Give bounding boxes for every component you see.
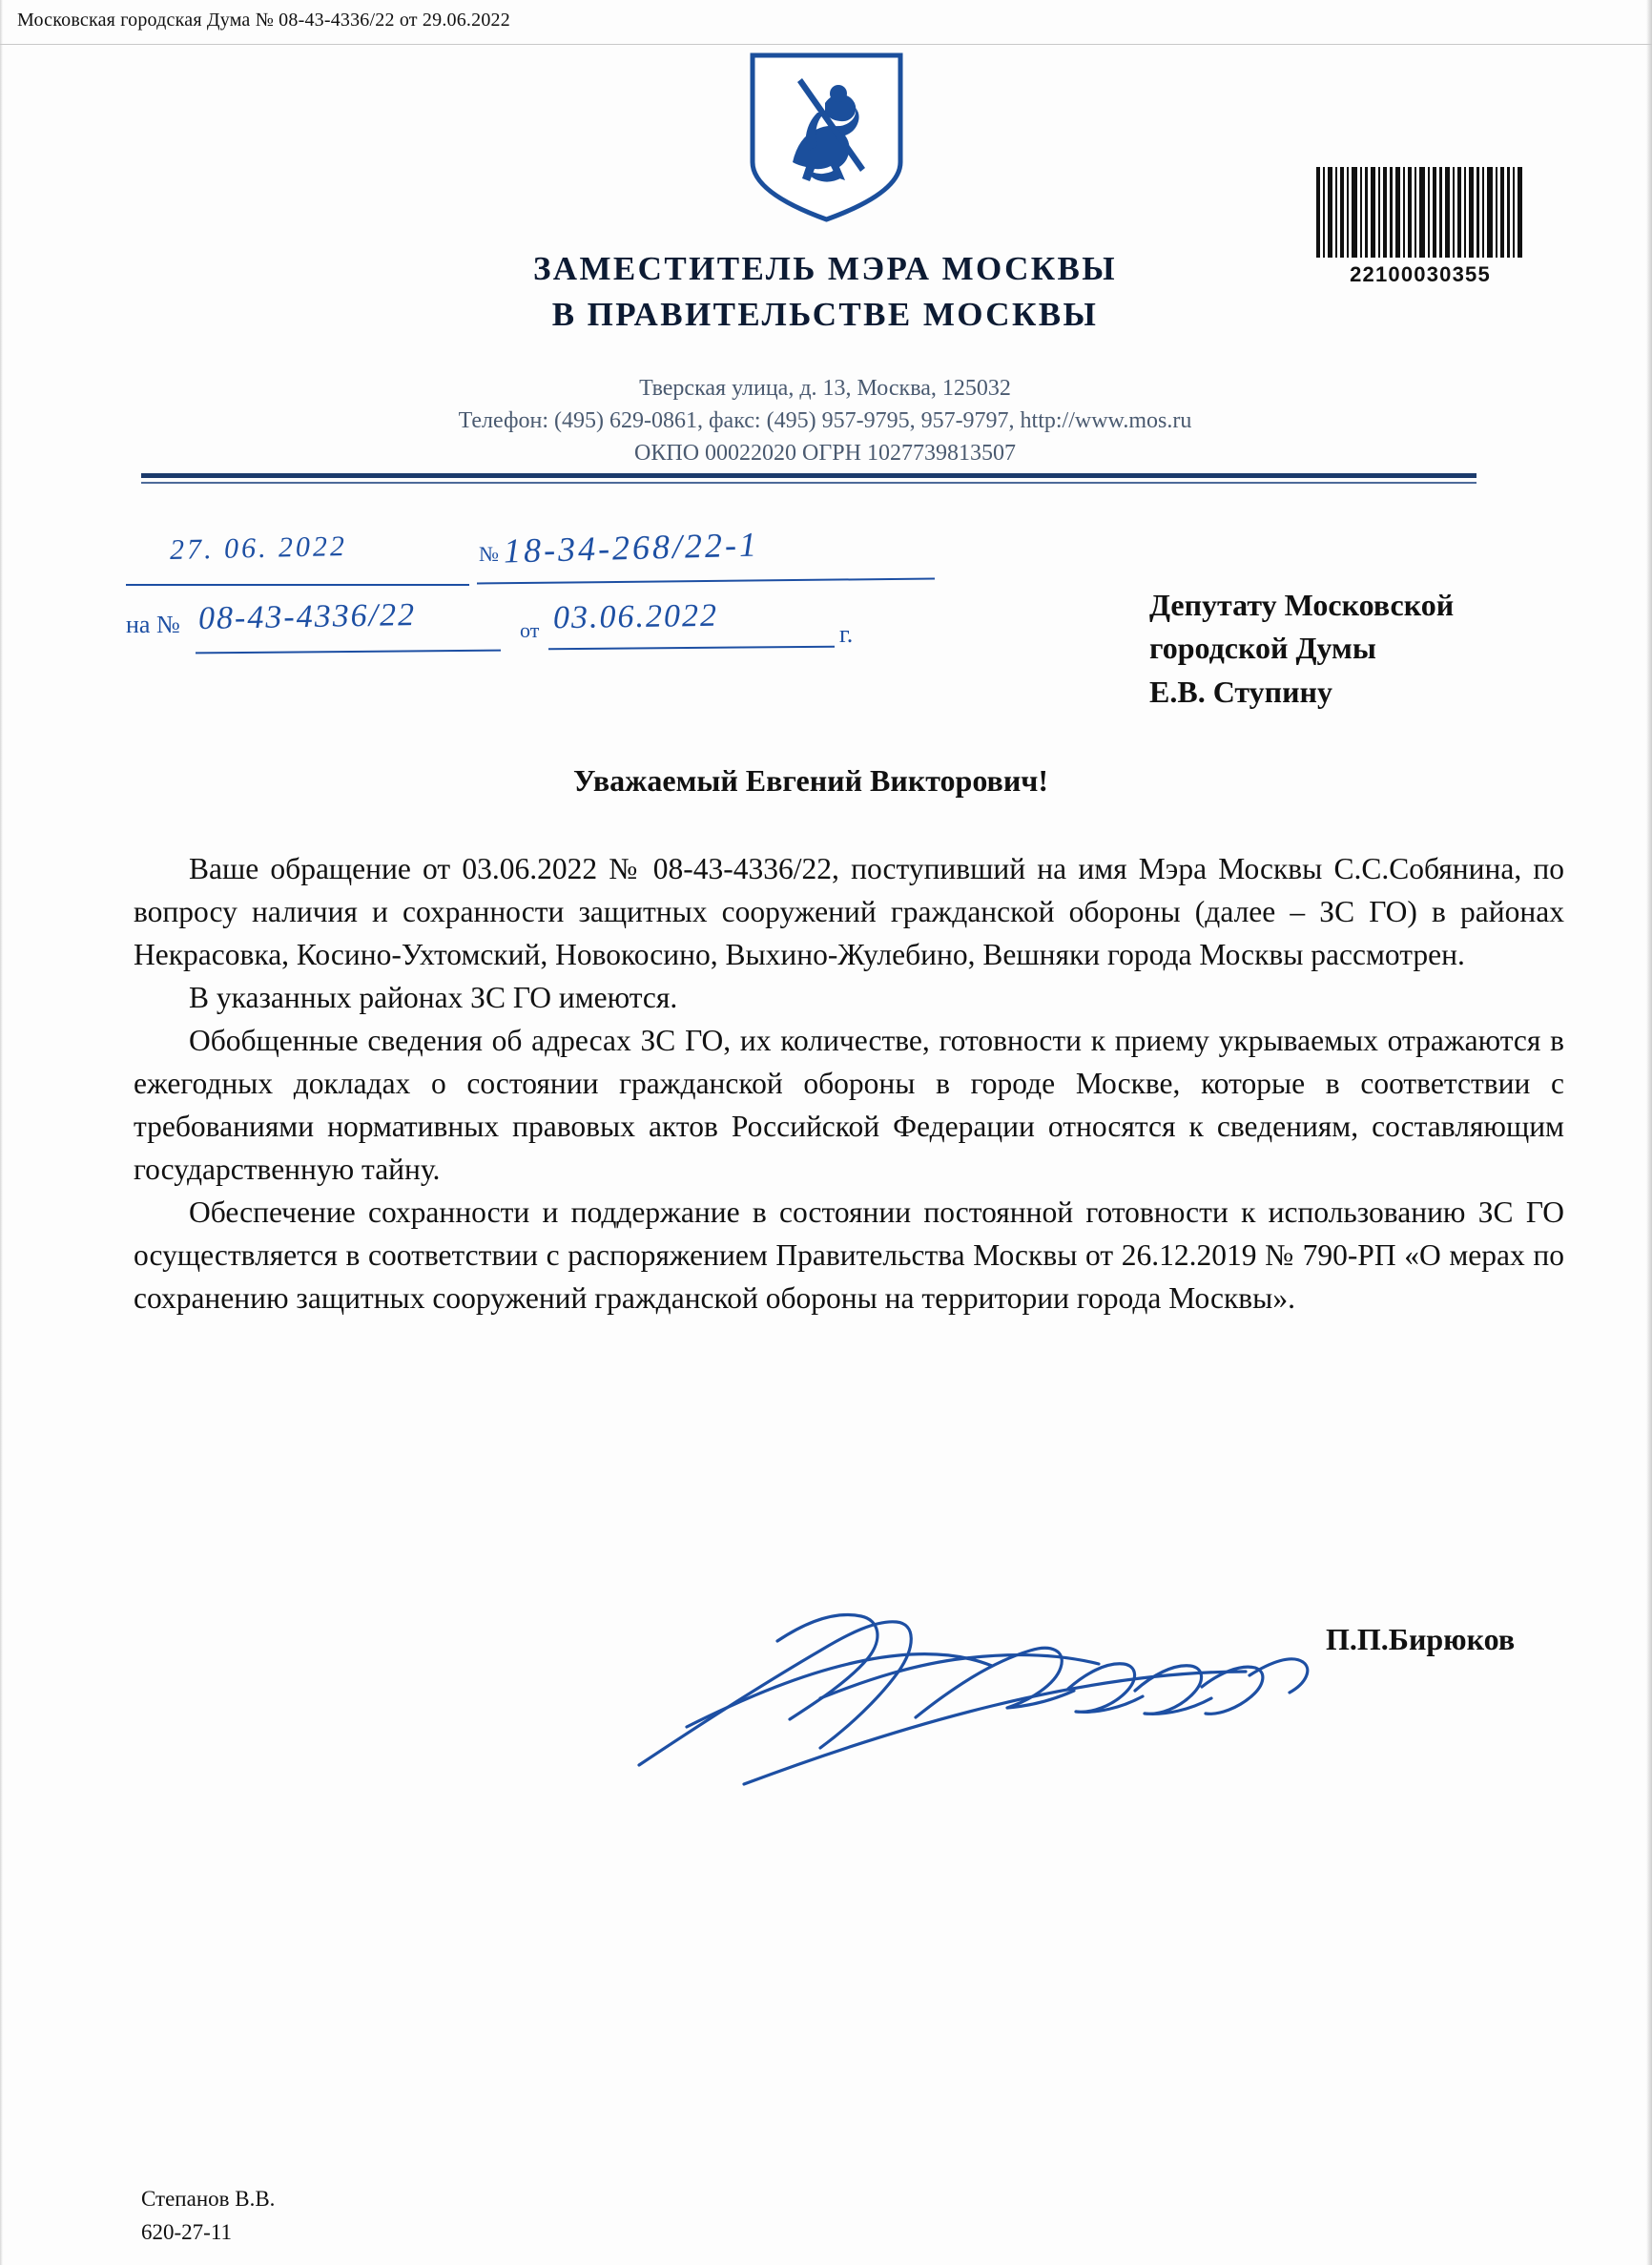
body-paragraph-3: Обобщенные сведения об адресах ЗС ГО, их количестве, готовности к приему укрываемых отражаются в ежегодных докладах о состоянии гражданской обороны в городе Москве, которые в соответствии с требованиями нормативных правовых актов Российской Федерации относятся к сведениям, составляющим государственную тайну. bbox=[134, 1024, 1564, 1187]
executor-block bbox=[141, 2183, 275, 2249]
reference-rule-4 bbox=[548, 646, 835, 651]
on-reference-date-suffix: г. bbox=[839, 620, 854, 648]
addressee-block bbox=[1149, 584, 1579, 714]
organization-title-line1: ЗАМЕСТИТЕЛЬ МЭРА МОСКВЫ bbox=[532, 250, 1118, 287]
outgoing-number-handwritten: 18-34-268/22-1 bbox=[503, 525, 760, 571]
reference-rule-2 bbox=[477, 577, 935, 584]
on-reference-from-label: от bbox=[520, 618, 540, 642]
reference-rule-1 bbox=[126, 584, 469, 586]
organization-title-line2: В ПРАВИТЕЛЬСТВЕ МОСКВЫ bbox=[551, 295, 1099, 333]
contacts-phones: Телефон: (495) 629-0861, факс: (495) 957-9795, 957-9797, http://www.mos.ru bbox=[458, 408, 1192, 434]
header-divider-thick bbox=[141, 473, 1476, 478]
on-reference-number-handwritten: 08-43-4336/22 bbox=[197, 597, 417, 636]
executor-name: Степанов В.В. bbox=[141, 2187, 276, 2211]
on-reference-date-handwritten: 03.06.2022 bbox=[552, 597, 719, 636]
barcode-image bbox=[1314, 167, 1526, 258]
incoming-stamp-text: Московская городская Дума № 08-43-4336/22 от 29.06.2022 bbox=[17, 10, 510, 31]
contacts-codes: ОКПО 00022020 ОГРН 1027739813507 bbox=[634, 441, 1016, 467]
outgoing-date-handwritten: 27. 06. 2022 bbox=[169, 530, 348, 566]
organization-title bbox=[286, 246, 1364, 337]
stamp-divider bbox=[0, 44, 1652, 45]
page-edge-right bbox=[1646, 0, 1652, 2265]
barcode-number: 22100030355 bbox=[1350, 262, 1491, 286]
body-paragraph-1: Ваше обращение от 03.06.2022 № 08-43-4336/22, поступивший на имя Мэра Москвы С.С.Собянина, по вопросу наличия и сохранности защитных сооружений гражданской обороны (далее – ЗС ГО) в районах Некрасовка, Косино-Ухтомский, Новокосино, Выхино-Жулебино, Вешняки города Москвы рассмотрен. bbox=[134, 852, 1564, 972]
addressee-line-3: Е.В. Ступину bbox=[1149, 674, 1332, 709]
addressee-line-2: городской Думы bbox=[1149, 631, 1376, 666]
moscow-coat-of-arms-icon bbox=[743, 50, 910, 223]
body-paragraph-4: Обеспечение сохранности и поддержание в состоянии постоянной готовности к использованию ЗС ГО осуществляется в соответствии с распоряжением Правительства Москвы от 26.12.2019 № 790-РП «О мерах по сохранению защитных сооружений гражданской обороны на территории города Москвы». bbox=[134, 1195, 1564, 1316]
header-divider-thin bbox=[141, 482, 1476, 484]
contacts-address: Тверская улица, д. 13, Москва, 125032 bbox=[639, 376, 1011, 401]
executor-phone: 620-27-11 bbox=[141, 2219, 232, 2244]
handwritten-signature bbox=[630, 1584, 1316, 1794]
salutation: Уважаемый Евгений Викторович! bbox=[573, 763, 1048, 798]
letter-body bbox=[134, 847, 1564, 1320]
number-symbol: № bbox=[479, 542, 499, 566]
on-reference-label: на № bbox=[126, 611, 180, 638]
reference-rule-3 bbox=[196, 650, 501, 655]
body-paragraph-2: В указанных районах ЗС ГО имеются. bbox=[189, 981, 678, 1015]
signer-name: П.П.Бирюков bbox=[1326, 1622, 1516, 1656]
organization-contacts bbox=[238, 372, 1412, 469]
addressee-line-1: Депутату Московской bbox=[1149, 588, 1455, 622]
page-edge-left bbox=[0, 0, 3, 2265]
